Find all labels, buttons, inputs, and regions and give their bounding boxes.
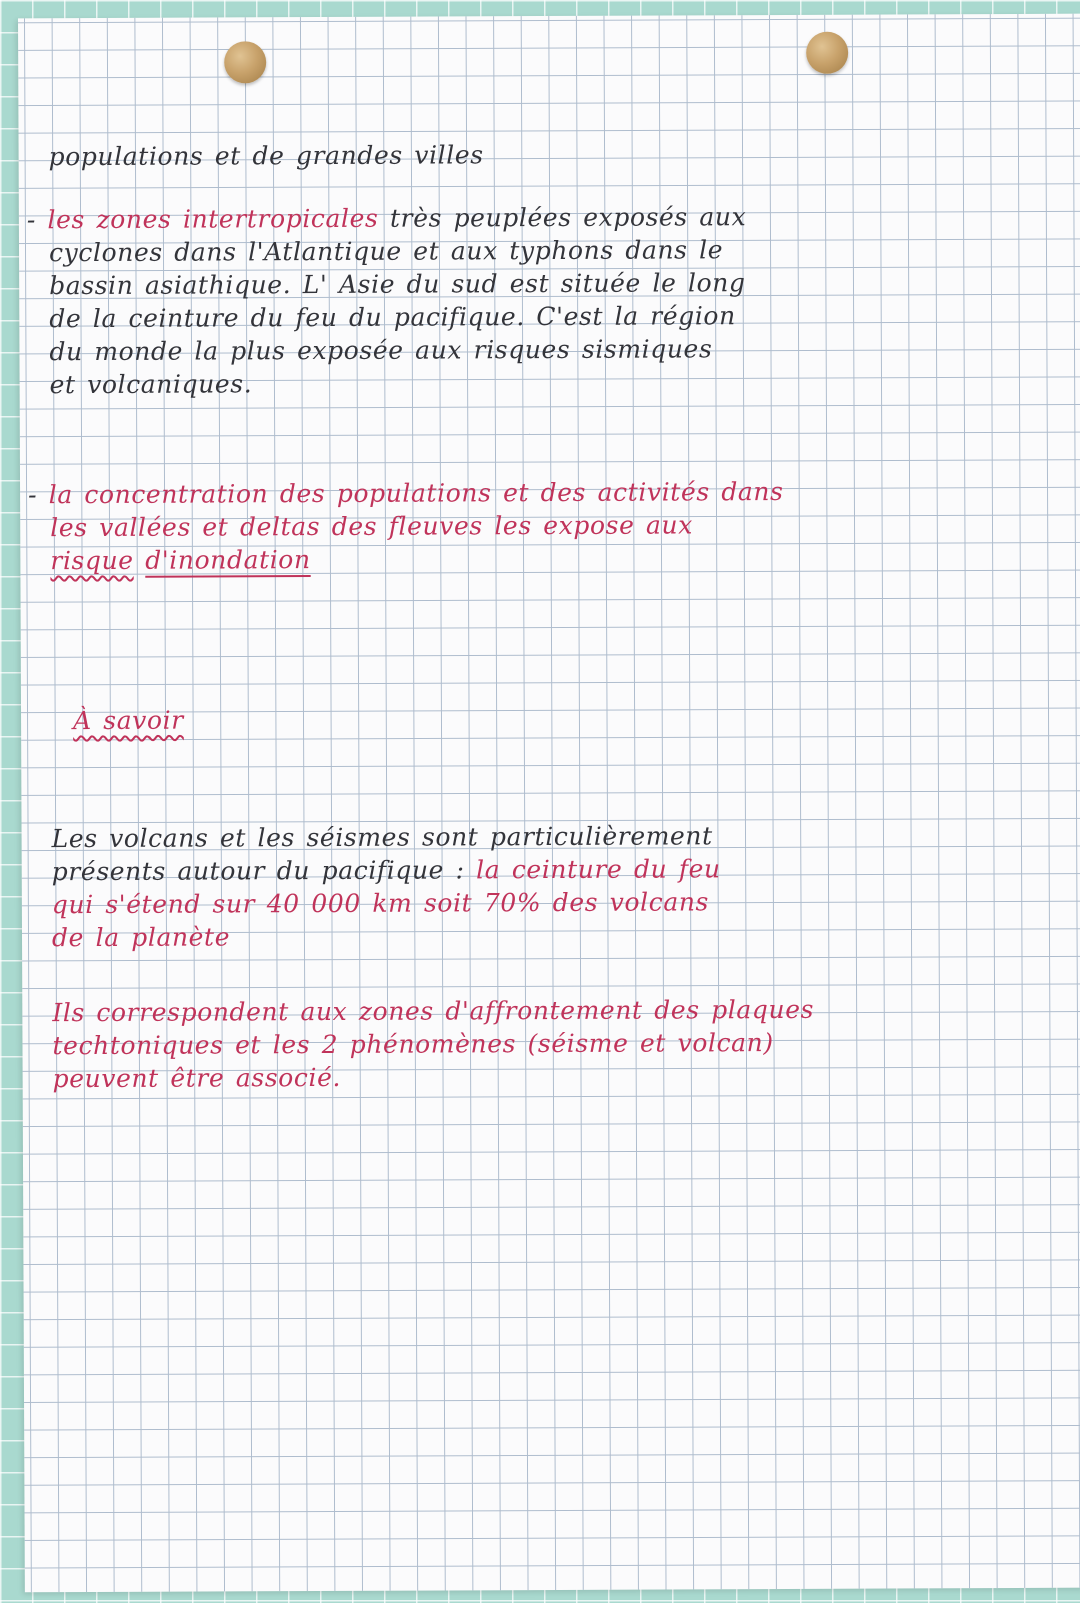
a-savoir-p1-line-2-black: présents autour du pacifique : [51,855,465,887]
bullet-2-line-3 [50,545,310,575]
bullet-1-line-4: de la ceinture du feu du pacifique. C'est la région [49,301,736,334]
bullet-marker-2: - [28,480,38,510]
bullet-marker: - [26,205,37,235]
notebook-page [18,14,1080,1593]
bullet-1-line-1-rest: très peuplées exposés aux [389,202,747,233]
pin-right-icon [806,32,848,74]
bullet-1-first-line [27,202,747,234]
a-savoir-p2-line-1: Ils correspondent aux zones d'affrontement des plaques [52,994,815,1028]
opening-line: populations et de grandes villes [48,140,484,172]
a-savoir-heading: À savoir [73,705,184,736]
a-savoir-p1-line-4: de la planète [51,922,231,953]
inondation-word: d'inondation [145,545,311,575]
bullet-1-line-6: et volcaniques. [49,369,253,400]
bullet-1-highlight: les zones intertropicales [47,203,379,235]
bullet-1-line-2: cyclones dans l'Atlantique et aux typhons dans le [48,235,724,268]
bullet-2-first-line [28,477,784,509]
a-savoir-p2-line-3: peuvent être associé. [52,1062,342,1094]
pin-left-icon [224,41,266,83]
a-savoir-p1-line-3: qui s'étend sur 40 000 km soit 70% des volcans [51,887,709,920]
a-savoir-p2-line-2: techtoniques et les 2 phénomènes (séisme et volcan) [52,1028,774,1061]
bullet-2-line-1: la concentration des populations et des activités dans [48,476,784,510]
a-savoir-p1-line-2 [52,854,721,886]
risque-word: risque [50,545,134,576]
a-savoir-p1-line-2-red: la ceinture du feu [476,854,721,885]
a-savoir-p1-line-1: Les volcans et les séismes sont particulièrement [51,821,713,854]
bullet-2-line-2: les vallées et deltas des fleuves les expose aux [50,510,693,543]
bullet-1-line-3: bassin asiathique. L' Asie du sud est située le long [49,268,746,301]
bullet-1-line-5: du monde la plus exposée aux risques sismiques [49,334,713,367]
